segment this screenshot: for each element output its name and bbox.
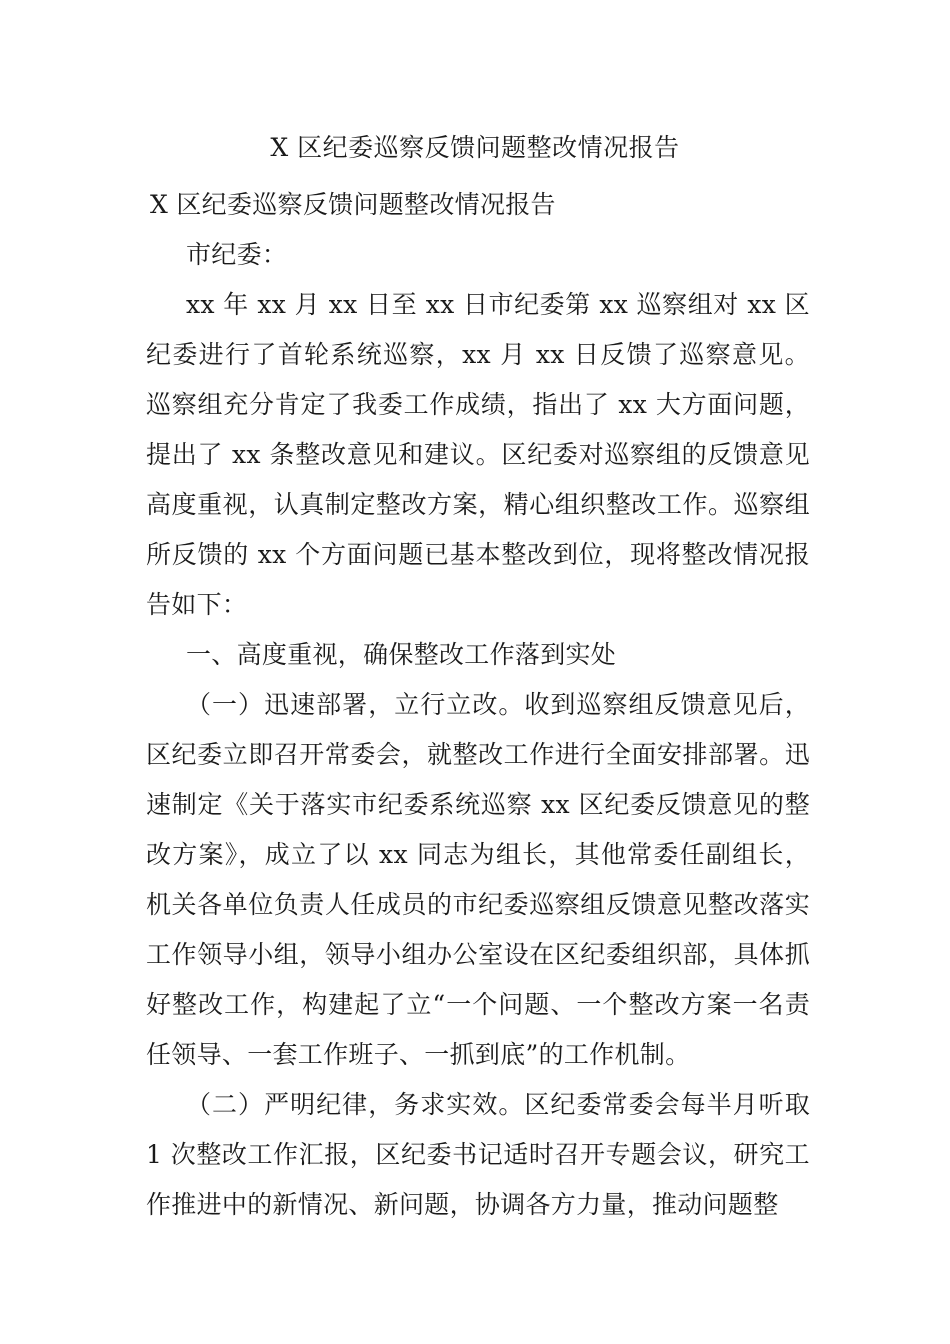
document-subtitle: X 区纪委巡察反馈问题整改情况报告 [150, 190, 556, 219]
section-heading-1: 一、高度重视，确保整改工作落到实处 [186, 640, 617, 669]
paragraph-intro: xx 年 xx 月 xx 日至 xx 日市纪委第 xx 巡察组对 xx 区纪委进行了首轮系统巡察，xx 月 xx 日反馈了巡察意见。巡察组充分肯定了我委工作成绩，指出了 xx 大方面问题，提出了 xx 条整改意见和建议。区纪委对巡察组的反馈意见高度重视，认真制定整改方案，精心组织整改工作。巡察组所反馈的 xx 个方面问题已基本整改到位，现将整改情况报告如下： [146, 290, 810, 619]
paragraph-section-1-1: （一）迅速部署，立行立改。收到巡察组反馈意见后，区纪委立即召开常委会，就整改工作进行全面安排部署。迅速制定《关于落实市纪委系统巡察 xx 区纪委反馈意见的整改方案》，成立了以 xx 同志为组长，其他常委任副组长，机关各单位负责人任成员的市纪委巡察组反馈意见整改落实工作领导小组，领导小组办公室设在区纪委组织部，具体抓好整改工作，构建起了立“一个问题、一个整改方案一名责任领导、一套工作班子、一抓到底”的工作机制。 [146, 690, 810, 1069]
paragraph-section-1-2: （二）严明纪律，务求实效。区纪委常委会每半月听取 1 次整改工作汇报，区纪委书记适时召开专题会议，研究工作推进中的新情况、新问题，协调各方力量，推动问题整 [146, 1090, 810, 1219]
document-title: X 区纪委巡察反馈问题整改情况报告 [270, 133, 680, 162]
salutation: 市纪委： [186, 240, 288, 269]
document-body [146, 180, 810, 1230]
